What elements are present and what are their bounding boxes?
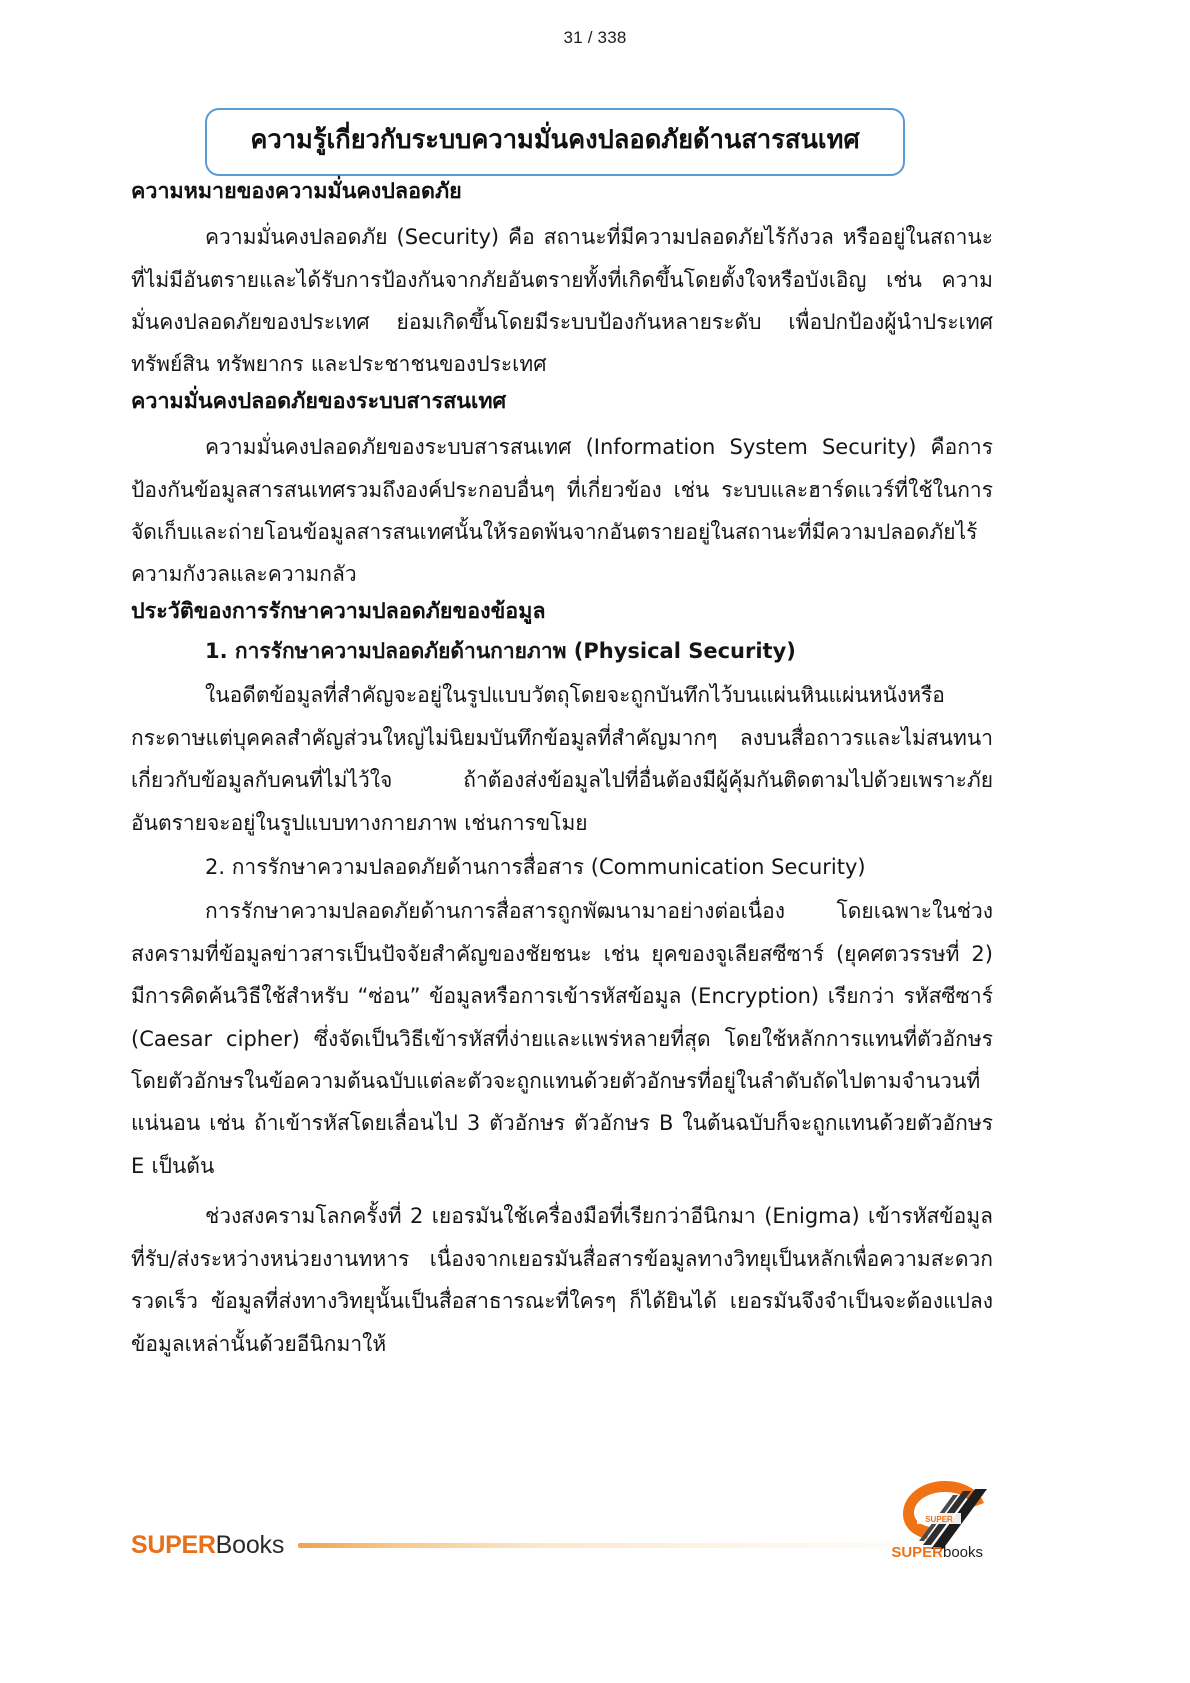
- logo-inner-text: SUPER: [925, 1515, 953, 1524]
- logo-wordmark-books: books: [943, 1544, 984, 1561]
- chapter-title-box: [205, 108, 905, 176]
- superbooks-logo-icon: [887, 1475, 999, 1561]
- page-indicator: 31 / 338: [563, 28, 627, 47]
- footer-brand-super: SUPER: [131, 1531, 216, 1559]
- history-item-1-label: 1. การรักษาความปลอดภัยด้านกายภาพ (Physical Security): [205, 639, 796, 663]
- page-content: [131, 108, 993, 1365]
- section-1-paragraph-1: ความมั่นคงปลอดภัย (Security) คือ สถานะที่มีความปลอดภัยไร้กังวล หรืออยู่ในสถานะที่ไม่มีอันตรายและได้รับการป้องกันจากภัยอันตรายทั้งที่เกิดขึ้นโดยตั้งใจหรือบังเอิญ เช่น ความมั่นคงปลอดภัยของประเทศ ย่อมเกิดขึ้นโดยมีระบบป้องกันหลายระดับ เพื่อปกป้องผู้นำประเทศ ทรัพย์สิน ทรัพยากร และประชาชนของประเทศ: [131, 225, 993, 377]
- section-2-paragraph-1: ความมั่นคงปลอดภัยของระบบสารสนเทศ (Information System Security) คือการป้องกันข้อมูลสารสนเทศรวมถึงองค์ประกอบอื่นๆ ที่เกี่ยวข้อง เช่น ระบบและฮาร์ดแวร์ที่ใช้ในการจัดเก็บและถ่ายโอนข้อมูลสารสนเทศนั้นให้รอดพ้นจากอันตรายอยู่ในสถานะที่มีความปลอดภัยไร้ความกังวลและความกลัว: [131, 435, 993, 587]
- history-item-2-paragraph-2: ช่วงสงครามโลกครั้งที่ 2 เยอรมันใช้เครื่องมือที่เรียกว่าอีนิกมา (Enigma) เข้ารหัสข้อมูลที่รับ/ส่งระหว่างหน่วยงานทหาร เนื่องจากเยอรมันสื่อสารข้อมูลทางวิทยุเป็นหลักเพื่อความสะดวกรวดเร็ว ข้อมูลที่ส่งทางวิทยุนั้นเป็นสื่อสาธารณะที่ใครๆ ก็ได้ยินได้ เยอรมันจึงจำเป็นจะต้องแปลงข้อมูลเหล่านั้นด้วยอีนิกมาให้: [131, 1204, 993, 1356]
- section-heading-1: ความหมายของความมั่นคงปลอดภัย: [131, 179, 462, 204]
- history-item-2-paragraph-1: การรักษาความปลอดภัยด้านการสื่อสารถูกพัฒนามาอย่างต่อเนื่อง โดยเฉพาะในช่วงสงครามที่ข้อมูลข่าวสารเป็นปัจจัยสำคัญของชัยชนะ เช่น ยุคของจูเลียสซีซาร์ (ยุคศตวรรษที่ 2) มีการคิดค้นวิธีใช้สำหรับ “ซ่อน” ข้อมูลหรือการเข้ารหัสข้อมูล (Encryption) เรียกว่า รหัสซีซาร์ (Caesar cipher) ซึ่งจัดเป็นวิธีเข้ารหัสที่ง่ายและแพร่หลายที่สุด โดยใช้หลักการแทนที่ตัวอักษร โดยตัวอักษรในข้อความต้นฉบับแต่ละตัวจะถูกแทนด้วยตัวอักษรที่อยู่ในลำดับถัดไปตามจำนวนที่แน่นอน เช่น ถ้าเข้ารหัสโดยเลื่อนไป 3 ตัวอักษร ตัวอักษร B ในต้นฉบับก็จะถูกแทนด้วยตัวอักษร E เป็นต้น: [131, 899, 993, 1178]
- chapter-title: ความรู้เกี่ยวกับระบบความมั่นคงปลอดภัยด้านสารสนเทศ: [250, 124, 860, 155]
- superbooks-logo-glyph: [887, 1475, 999, 1561]
- section-heading-2: ความมั่นคงปลอดภัยของระบบสารสนเทศ: [131, 388, 507, 414]
- history-item-1-paragraph-1: ในอดีตข้อมูลที่สำคัญจะอยู่ในรูปแบบวัตถุโดยจะถูกบันทึกไว้บนแผ่นหินแผ่นหนังหรือกระดาษแต่บุคคลสำคัญส่วนใหญ่ไม่นิยมบันทึกข้อมูลที่สำคัญมากๆ ลงบนสื่อถาวรและไม่สนทนาเกี่ยวกับข้อมูลกับคนที่ไม่ไว้ใจ ถ้าต้องส่งข้อมูลไปที่อื่นต้องมีผู้คุ้มกันติดตามไปด้วยเพราะภัยอันตรายจะอยู่ในรูปแบบทางกายภาพ เช่นการขโมย: [131, 683, 993, 835]
- footer-divider: [298, 1543, 981, 1548]
- page-footer: [131, 1505, 993, 1565]
- footer-brand-books: Books: [215, 1531, 285, 1559]
- history-item-2-label: 2. การรักษาความปลอดภัยด้านการสื่อสาร (Communication Security): [205, 855, 866, 880]
- logo-wordmark-super: SUPER: [891, 1544, 943, 1561]
- footer-brand-row: [131, 1531, 993, 1560]
- section-heading-3: ประวัติของการรักษาความปลอดภัยของข้อมูล: [131, 598, 546, 624]
